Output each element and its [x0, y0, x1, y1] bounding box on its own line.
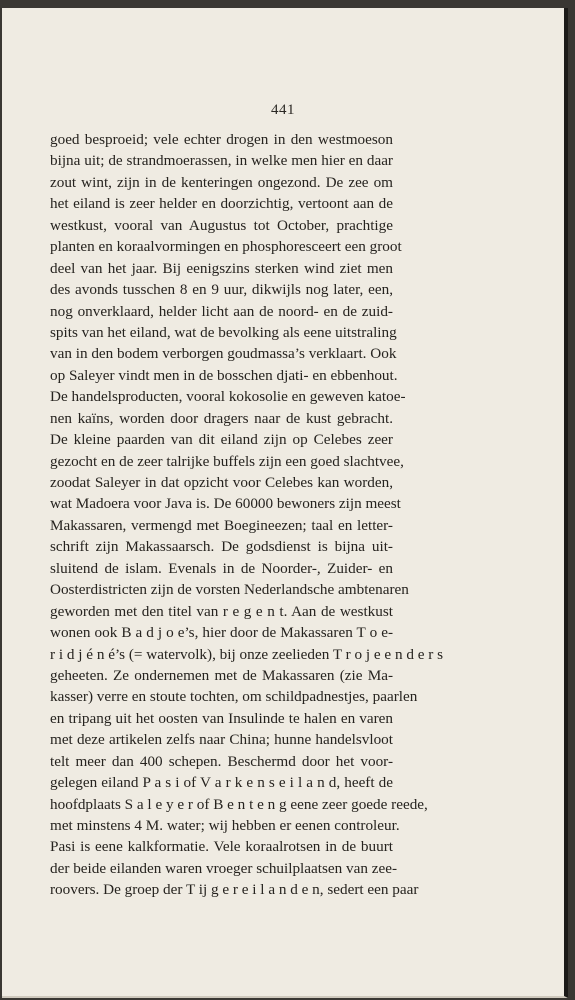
text-line: met minstens 4 M. water; wij hebben er eenen controleur.	[50, 817, 400, 834]
text-line: kasser) verre en stoute tochten, om schildpadnestjes, paarlen	[50, 688, 418, 706]
text-line: het eiland is zeer helder en doorzichtig, vertoont aan de	[50, 195, 393, 213]
text-line: wat Madoera voor Java is. De 60000 bewoners zijn meest	[50, 495, 401, 513]
text-line: nen kaïns, worden door dragers naar de kust gebracht.	[50, 409, 393, 427]
text-line: met deze artikelen zelfs naar China; hunne handelsvloot	[50, 731, 393, 749]
text-line: telt meer dan 400 schepen. Beschermd door het voor-	[50, 752, 393, 770]
text-line: op Saleyer vindt men in de bosschen djati- en ebbenhout.	[50, 366, 398, 384]
body-text	[50, 129, 444, 901]
text-line: De handelsproducten, vooral kokosolie en geweven katoe-	[50, 388, 406, 406]
text-line: van in den bodem verborgen goudmassa’s verklaart. Ook	[50, 345, 397, 363]
text-line: zout wint, zijn in de kenteringen ongezond. De zee om	[50, 173, 393, 191]
text-line: en tripang uit het oosten van Insulinde te halen en varen	[50, 709, 393, 727]
text-line: gelegen eiland P a s i of V a r k e n s e i l a n d, heeft de	[50, 774, 393, 792]
text-line: Makassaren, vermengd met Boegineezen; taal en letter-	[50, 516, 393, 534]
text-line: spits van het eiland, wat de bevolking als eene uitstraling	[50, 323, 397, 341]
text-line: sluitend de islam. Evenals in de Noorder-, Zuider- en	[50, 559, 393, 577]
text-line: r i d j é n é’s (= watervolk), bij onze zeelieden T r o j e e n d e r s	[50, 645, 444, 663]
text-line: bijna uit; de strandmoerassen, in welke men hier en daar	[50, 152, 393, 170]
text-line: der beide eilanden waren vroeger schuilplaatsen van zee-	[50, 859, 398, 877]
text-line: westkust, vooral van Augustus tot October, prachtige	[50, 216, 393, 234]
text-line: schrift zijn Makassaarsch. De godsdienst is bijna uit-	[50, 538, 393, 556]
text-line: gezocht en de zeer talrijke buffels zijn een goed slachtvee,	[50, 452, 404, 470]
text-line: hoofdplaats S a l e y e r of B e n t e n g eene zeer goede reede,	[50, 795, 428, 813]
text-line: nog onverklaard, helder licht aan de noord- en de zuid-	[50, 302, 393, 320]
text-line: goed besproeid; vele echter drogen in den westmoeson	[50, 131, 393, 148]
book-page	[2, 8, 568, 998]
text-line: geworden met den titel van r e g e n t. Aan de westkust	[50, 602, 393, 620]
text-line: planten en koraalvormingen en phosphoresceert een groot	[50, 238, 402, 256]
page-number: 441	[271, 102, 295, 118]
text-line: geheeten. Ze ondernemen met de Makassaren (zie Ma-	[50, 666, 393, 684]
text-line: deel van het jaar. Bij eenigszins sterken wind ziet men	[50, 259, 393, 277]
text-line: De kleine paarden van dit eiland zijn op Celebes zeer	[50, 431, 393, 449]
text-line: des avonds tusschen 8 en 9 uur, dikwijls nog later, een,	[50, 281, 393, 299]
text-line: wonen ook B a d j o e’s, hier door de Makassaren T o e-	[50, 624, 393, 642]
text-line: Oosterdistricten zijn de vorsten Nederlandsche ambtenaren	[50, 581, 409, 599]
text-line: Pasi is eene kalkformatie. Vele koraalrotsen in de buurt	[50, 838, 393, 856]
text-line: zoodat Saleyer in dat opzicht voor Celebes kan worden,	[50, 474, 393, 491]
text-line: roovers. De groep der T ij g e r e i l a n d e n, sedert een paar	[50, 881, 419, 899]
